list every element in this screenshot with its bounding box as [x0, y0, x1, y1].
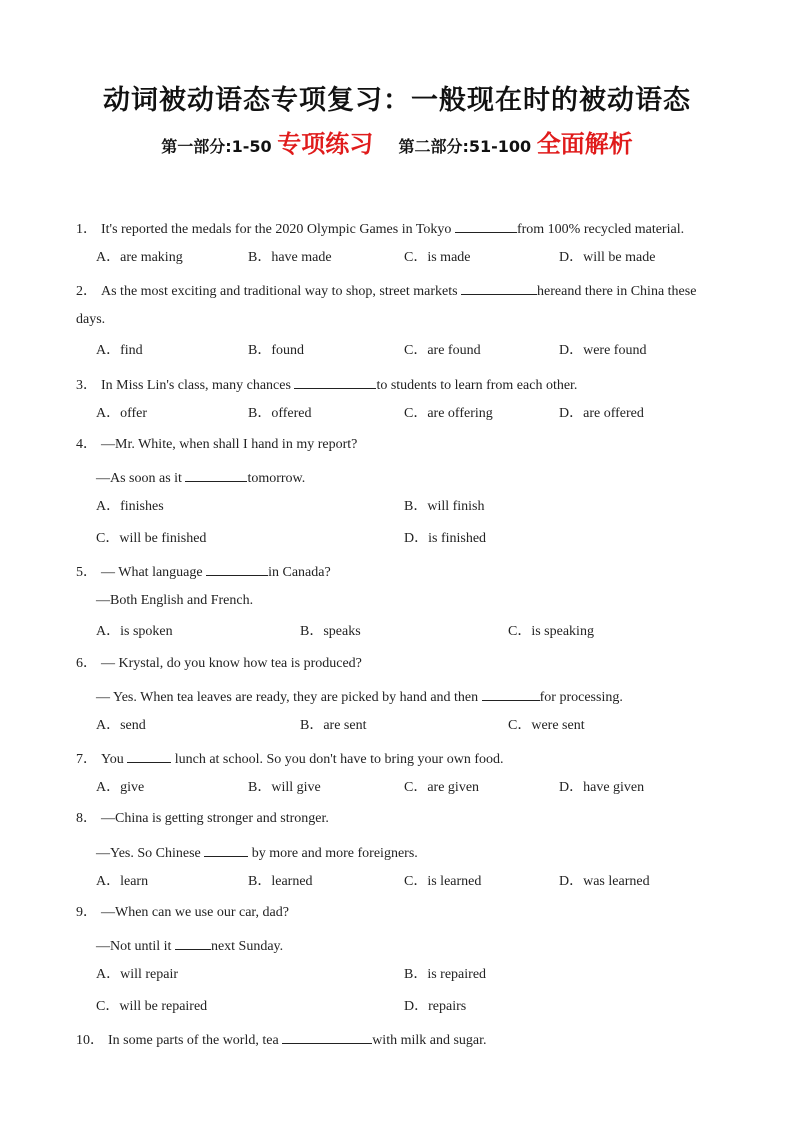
option[interactable]: A．give [96, 780, 145, 795]
option[interactable]: A．are making [96, 250, 183, 265]
answer-blank[interactable] [204, 842, 248, 857]
option[interactable]: D．was learned [559, 874, 650, 889]
option[interactable]: A．will repair [96, 967, 179, 982]
option[interactable]: B．offered [248, 406, 312, 421]
question-2-continued: days. [76, 312, 106, 327]
answer-blank[interactable] [455, 218, 517, 233]
question-8-response: —Yes. So Chinese by more and more foreigners. [96, 842, 418, 863]
part1-highlight: 专项练习 [277, 130, 374, 158]
question-4: 4． —Mr. White, when shall I hand in my report? [76, 437, 358, 452]
option[interactable]: A．is spoken [96, 624, 173, 639]
option[interactable]: D．have given [559, 780, 645, 795]
option[interactable]: D．will be made [559, 250, 656, 265]
part2-highlight: 全面解析 [536, 130, 633, 158]
question-7: 7． You lunch at school. So you don't have to bring your own food. [76, 748, 503, 769]
page-title: 动词被动语态专项复习：一般现在时的被动语态 [103, 85, 691, 116]
option[interactable]: C．is speaking [508, 624, 594, 639]
question-6-response: — Yes. When tea leaves are ready, they are picked by hand and then for processing. [96, 686, 623, 707]
answer-blank[interactable] [175, 935, 211, 950]
option[interactable]: D．were found [559, 343, 647, 358]
question-2: 2． As the most exciting and traditional way to shop, street markets hereand there in China these [76, 280, 696, 301]
question-9-response: —Not until it next Sunday. [96, 935, 283, 956]
question-6: 6． — Krystal, do you know how tea is produced? [76, 656, 362, 671]
answer-blank[interactable] [294, 374, 376, 389]
answer-blank[interactable] [482, 686, 540, 701]
option[interactable]: D．repairs [404, 999, 467, 1014]
option[interactable]: C．is made [404, 250, 471, 265]
option[interactable]: C．will be repaired [96, 999, 208, 1014]
answer-blank[interactable] [206, 561, 268, 576]
answer-blank[interactable] [127, 748, 171, 763]
answer-blank[interactable] [461, 280, 537, 295]
option[interactable]: C．will be finished [96, 531, 207, 546]
answer-blank[interactable] [282, 1029, 372, 1044]
answer-blank[interactable] [185, 467, 247, 482]
option[interactable]: C．are offering [404, 406, 493, 421]
question-4-response: —As soon as it tomorrow. [96, 467, 305, 488]
option[interactable]: B．will give [248, 780, 321, 795]
option[interactable]: C．were sent [508, 718, 585, 733]
option[interactable]: C．are found [404, 343, 481, 358]
question-1: 1． It's reported the medals for the 2020 Olympic Games in Tokyo from 100% recycled material. [76, 218, 684, 239]
subtitle [0, 124, 794, 159]
option[interactable]: A．finishes [96, 499, 164, 514]
option[interactable]: C．are given [404, 780, 480, 795]
part2-label: 第二部分:51-100 [398, 137, 532, 156]
part1-label: 第一部分:1-50 [161, 137, 272, 156]
question-5-response: —Both English and French. [96, 593, 254, 608]
question-5: 5． — What language in Canada? [76, 561, 331, 582]
option[interactable]: A．learn [96, 874, 149, 889]
option[interactable]: D．are offered [559, 406, 644, 421]
option[interactable]: A．offer [96, 406, 148, 421]
option[interactable]: D．is finished [404, 531, 487, 546]
question-3: 3． In Miss Lin's class, many chances to students to learn from each other. [76, 374, 577, 395]
option[interactable]: B．is repaired [404, 967, 487, 982]
option[interactable]: A．find [96, 343, 143, 358]
option[interactable]: B．have made [248, 250, 332, 265]
option[interactable]: B．learned [248, 874, 313, 889]
question-10: 10． In some parts of the world, tea with milk and sugar. [76, 1029, 487, 1050]
option[interactable]: B．speaks [300, 624, 361, 639]
option[interactable]: B．will finish [404, 499, 485, 514]
question-9: 9． —When can we use our car, dad? [76, 905, 289, 920]
question-8: 8． —China is getting stronger and stronger. [76, 811, 329, 826]
option[interactable]: A．send [96, 718, 146, 733]
option[interactable]: B．are sent [300, 718, 367, 733]
option[interactable]: C．is learned [404, 874, 482, 889]
option[interactable]: B．found [248, 343, 304, 358]
